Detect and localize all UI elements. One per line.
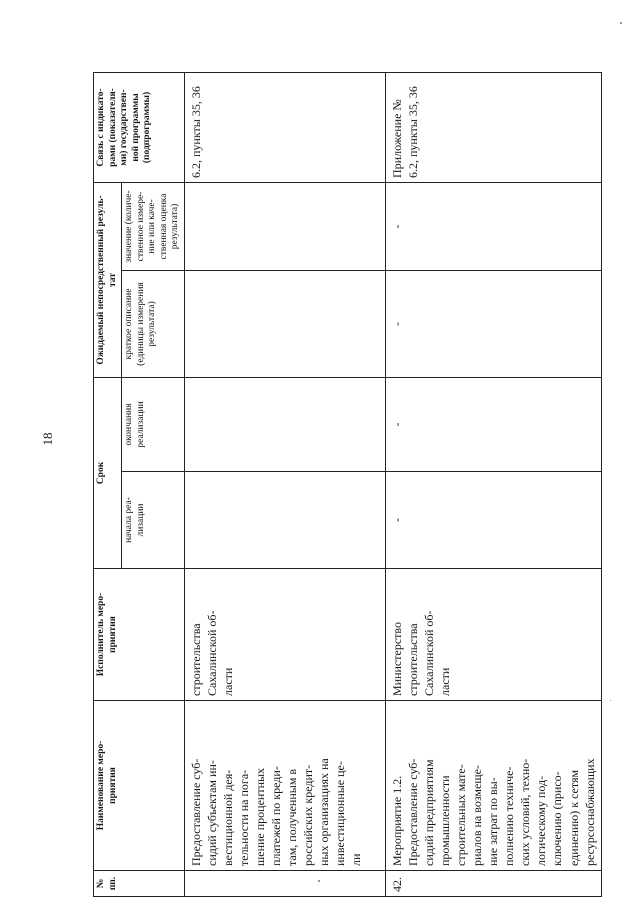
- row-number: 42.: [385, 871, 601, 897]
- term-end-value: -: [385, 378, 601, 472]
- term-end-value: [184, 378, 385, 472]
- result-desc-value: -: [385, 271, 601, 378]
- row-number: [184, 871, 385, 897]
- col-header-term: Срок: [94, 378, 122, 569]
- header-row-1: [94, 73, 122, 897]
- measure-executor: строительства Сахалинской об- ласти: [184, 569, 385, 701]
- col-header-result: Ожидаемый непосредственный резуль- тат: [94, 183, 122, 378]
- table-row: [385, 73, 601, 897]
- col-header-executor: Исполнитель меро- приятия: [94, 569, 185, 701]
- measure-name: Мероприятие 1.2. Предоставление суб- сидий предприятиям промышленности строительных мате- риалов на возмеще- ние затрат по вы- полнению техниче- ских условий, техно- логическому под- ключению (присо- единению) к сетям ресурсоснабжающих: [385, 701, 601, 871]
- col-header-link: Связь с индикато- рами (показателя- ми) государствен- ной программы (подпрограммы): [94, 73, 185, 183]
- scan-speck: [620, 22, 622, 24]
- term-start-value: -: [385, 472, 601, 569]
- col-header-number: № пп.: [94, 871, 185, 897]
- measures-table: [93, 72, 602, 897]
- col-header-name: Наименование меро- приятия: [94, 701, 185, 871]
- result-value: -: [385, 183, 601, 271]
- scan-speck: [610, 700, 611, 701]
- table-row: [184, 73, 385, 897]
- col-header-result-desc: краткое описание (единицы измерения результата): [122, 271, 185, 378]
- term-start-value: [184, 472, 385, 569]
- measure-name: Предоставление суб- сидий субъектам ин- вестиционной дея- тельности на пога- шение процентных платежей по креди- там, полученным в российских кредит- ных организациях на инвестиционные це- ли: [184, 701, 385, 871]
- measure-executor: Министерство строительства Сахалинской об- ласти: [385, 569, 601, 701]
- result-desc-value: [184, 271, 385, 378]
- col-header-result-value: значение (количе- ственное измере- ние или каче- ственная оценка результата): [122, 183, 185, 271]
- indicator-link: 6.2, пункты 35, 36: [184, 73, 385, 183]
- col-header-term-end: окончания реализации: [122, 378, 185, 472]
- indicator-link: Приложение № 6.2, пункты 35, 36: [385, 73, 601, 183]
- result-value: [184, 183, 385, 271]
- col-header-term-start: начала реа- лизации: [122, 472, 185, 569]
- page-number: 18: [40, 432, 55, 446]
- scan-speck: [318, 880, 320, 882]
